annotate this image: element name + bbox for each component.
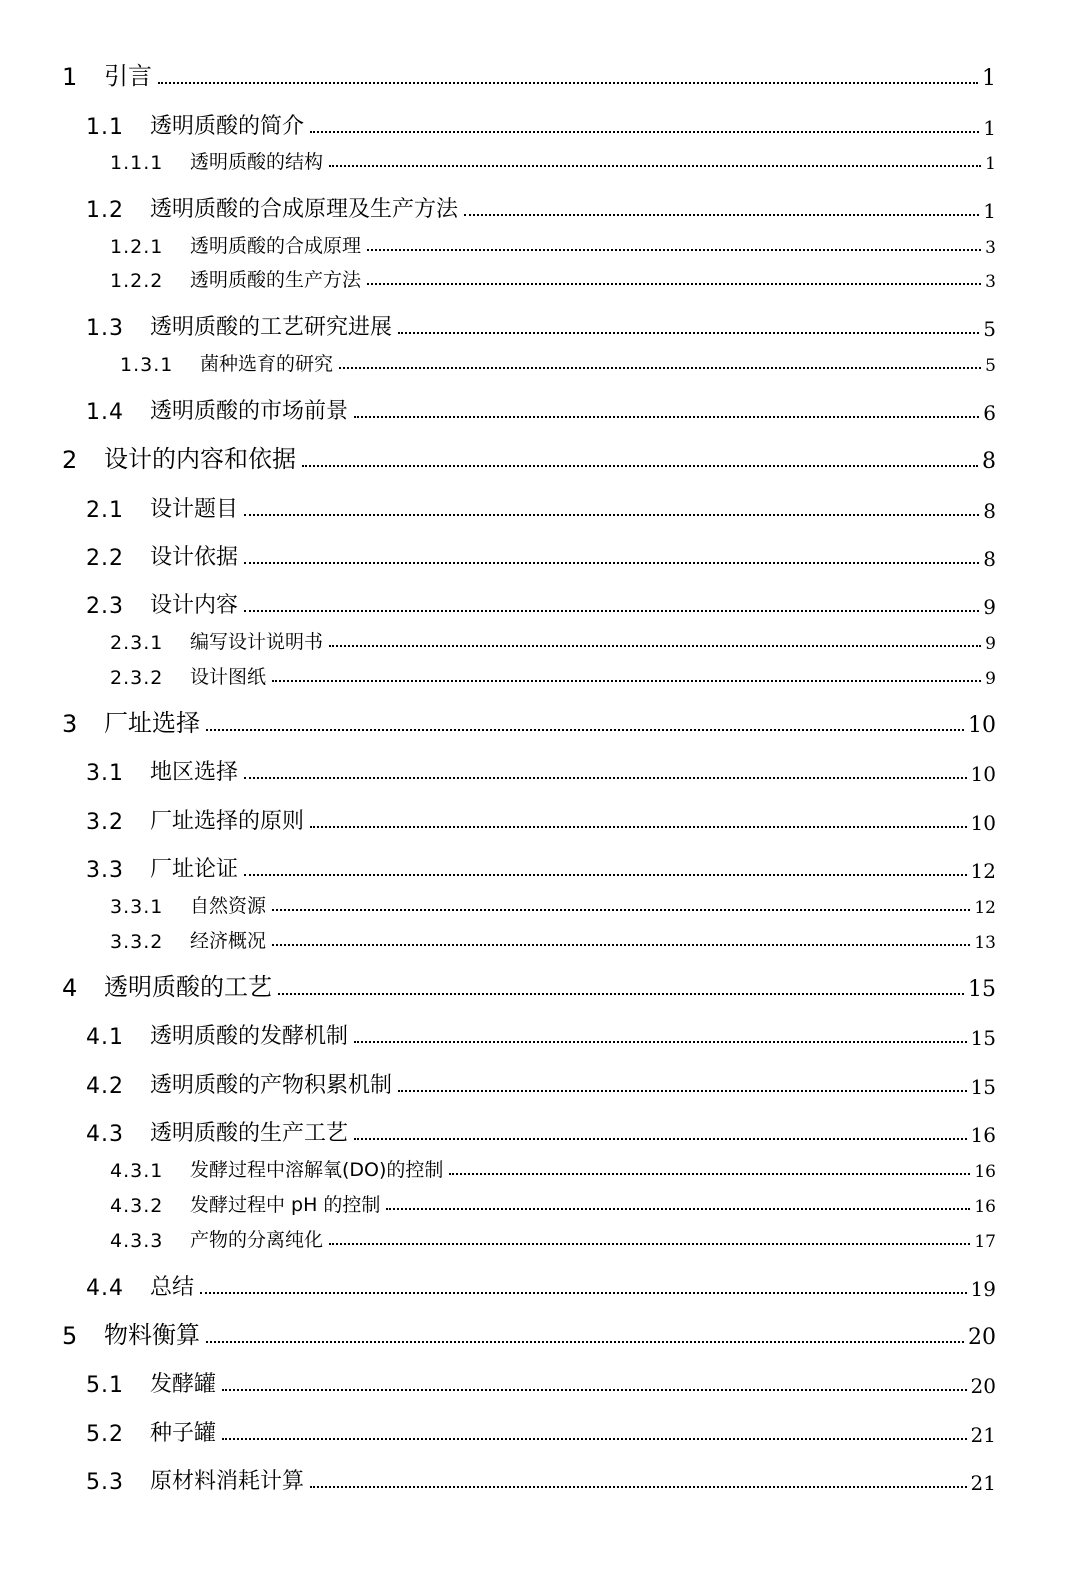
toc-entry-3-3[interactable] — [86, 849, 996, 883]
toc-number: 1.3.1 — [120, 354, 174, 376]
dot-leader — [244, 610, 979, 612]
toc-entry-2-3[interactable] — [86, 585, 996, 619]
dot-leader — [354, 1138, 967, 1140]
toc-title: 编写设计说明书 — [190, 631, 324, 653]
toc-page-number: 8 — [982, 449, 996, 474]
toc-number: 4.1 — [86, 1025, 124, 1050]
toc-number: 5 — [62, 1322, 79, 1350]
toc-page-number: 16 — [970, 1123, 996, 1147]
toc-page-number: 19 — [970, 1277, 996, 1301]
toc-title: 设计的内容和依据 — [104, 445, 296, 473]
toc-title: 种子罐 — [150, 1421, 217, 1446]
toc-title: 经济概况 — [190, 930, 267, 952]
toc-title: 透明质酸的简介 — [150, 114, 305, 139]
toc-title: 透明质酸的工艺 — [104, 973, 272, 1001]
toc-number: 3 — [62, 710, 79, 738]
toc-entry-2-2[interactable] — [86, 537, 996, 571]
toc-page-number: 9 — [985, 669, 996, 689]
toc-page-number: 16 — [974, 1197, 996, 1217]
toc-title: 原材料消耗计算 — [150, 1469, 305, 1494]
dot-leader — [329, 165, 981, 167]
toc-number: 4.3.2 — [110, 1195, 164, 1217]
dot-leader — [367, 249, 981, 251]
toc-number: 4 — [62, 974, 79, 1002]
toc-number: 1.1 — [86, 115, 124, 140]
toc-page-number: 15 — [970, 1075, 996, 1099]
toc-entry-3-1[interactable] — [86, 752, 996, 786]
toc-number: 1.2.1 — [110, 236, 164, 258]
toc-entry-2-3-1[interactable] — [110, 620, 996, 654]
dot-leader — [449, 1173, 970, 1175]
dot-leader — [329, 645, 981, 647]
toc-title: 设计依据 — [150, 545, 239, 570]
toc-page-number: 15 — [968, 977, 996, 1002]
toc-number: 3.3 — [86, 858, 124, 883]
toc-entry-1-2-1[interactable] — [110, 224, 996, 258]
toc-title: 总结 — [150, 1275, 195, 1300]
toc-number: 5.3 — [86, 1470, 124, 1495]
toc-title: 设计图纸 — [190, 666, 267, 688]
toc-page-number: 20 — [968, 1325, 996, 1350]
toc-number: 2.2 — [86, 546, 124, 571]
toc-number: 2.3.1 — [110, 632, 164, 654]
toc-entry-4-3-2[interactable] — [110, 1183, 996, 1217]
toc-number: 1.3 — [86, 316, 124, 341]
toc-title: 透明质酸的生产方法 — [190, 269, 362, 291]
toc-page-number: 5 — [983, 317, 996, 341]
toc-number: 1.2.2 — [110, 270, 164, 292]
toc-title: 发酵罐 — [150, 1372, 217, 1397]
toc-entry-5-2[interactable] — [86, 1413, 996, 1447]
toc-entry-1-2-2[interactable] — [110, 258, 996, 292]
toc-entry-4-1[interactable] — [86, 1016, 996, 1050]
toc-number: 1.2 — [86, 198, 124, 223]
toc-entry-2-3-2[interactable] — [110, 655, 996, 689]
dot-leader — [398, 1090, 967, 1092]
toc-page-number: 20 — [970, 1374, 996, 1398]
toc-page-number: 9 — [983, 595, 996, 619]
toc-number: 4.3.3 — [110, 1230, 164, 1252]
toc-page-number: 5 — [985, 356, 996, 376]
dot-leader — [200, 1292, 967, 1294]
dot-leader — [272, 944, 970, 946]
toc-number: 2 — [62, 446, 79, 474]
toc-entry-5[interactable] — [62, 1316, 996, 1350]
toc-page-number: 1 — [983, 116, 996, 140]
toc-entry-4-4[interactable] — [86, 1267, 996, 1301]
dot-leader — [244, 874, 967, 876]
toc-number: 3.3.1 — [110, 896, 164, 918]
toc-page-number: 21 — [970, 1471, 996, 1495]
dot-leader — [206, 1341, 964, 1343]
toc-page-number: 12 — [974, 898, 996, 918]
toc-entry-3-3-1[interactable] — [110, 884, 996, 918]
toc-entry-5-3[interactable] — [86, 1461, 996, 1495]
toc-entry-5-1[interactable] — [86, 1364, 996, 1398]
dot-leader — [272, 680, 981, 682]
dot-leader — [244, 777, 967, 779]
toc-number: 5.1 — [86, 1373, 124, 1398]
toc-number: 3.3.2 — [110, 931, 164, 953]
toc-entry-4[interactable] — [62, 968, 996, 1002]
dot-leader — [310, 131, 979, 133]
toc-title: 菌种选育的研究 — [200, 353, 334, 375]
toc-number: 4.2 — [86, 1074, 124, 1099]
toc-title: 透明质酸的产物积累机制 — [150, 1073, 393, 1098]
toc-title: 发酵过程中 pH 的控制 — [190, 1194, 381, 1216]
toc-page-number: 6 — [983, 401, 996, 425]
toc-title: 地区选择 — [150, 760, 239, 785]
toc-title: 厂址论证 — [150, 857, 239, 882]
toc-page-number: 15 — [970, 1026, 996, 1050]
toc-entry-4-3-1[interactable] — [110, 1148, 996, 1182]
toc-entry-3[interactable] — [62, 704, 996, 738]
dot-leader — [386, 1208, 970, 1210]
toc-entry-4-2[interactable] — [86, 1065, 996, 1099]
toc-entry-1-4[interactable] — [86, 391, 996, 425]
toc-entry-1-1[interactable] — [86, 106, 996, 140]
toc-page-number: 13 — [974, 933, 996, 953]
dot-leader — [278, 993, 964, 995]
dot-leader — [354, 1041, 967, 1043]
toc-entry-1[interactable] — [62, 57, 996, 91]
dot-leader — [398, 332, 979, 334]
toc-page-number: 3 — [985, 272, 996, 292]
toc-title: 设计题目 — [150, 497, 239, 522]
toc-title: 产物的分离纯化 — [190, 1229, 324, 1251]
toc-title: 透明质酸的发酵机制 — [150, 1024, 349, 1049]
toc-entry-4-3[interactable] — [86, 1113, 996, 1147]
toc-number: 4.4 — [86, 1276, 124, 1301]
toc-number: 4.3 — [86, 1122, 124, 1147]
toc-number: 3.2 — [86, 810, 124, 835]
toc-number: 2.1 — [86, 498, 124, 523]
toc-title: 透明质酸的工艺研究进展 — [150, 315, 393, 340]
toc-title: 厂址选择的原则 — [150, 809, 305, 834]
toc-entry-1-2[interactable] — [86, 189, 996, 223]
dot-leader — [158, 82, 978, 84]
toc-entry-1-1-1[interactable] — [110, 140, 996, 174]
toc-title: 透明质酸的生产工艺 — [150, 1121, 349, 1146]
toc-number: 1.4 — [86, 400, 124, 425]
toc-page-number: 17 — [974, 1232, 996, 1252]
toc-title: 透明质酸的市场前景 — [150, 399, 349, 424]
toc-title: 物料衡算 — [104, 1321, 200, 1349]
dot-leader — [302, 465, 978, 467]
toc-entry-3-2[interactable] — [86, 801, 996, 835]
toc-number: 1 — [62, 63, 79, 91]
dot-leader — [310, 1486, 967, 1488]
toc-number: 4.3.1 — [110, 1160, 164, 1182]
dot-leader — [244, 514, 979, 516]
dot-leader — [272, 909, 970, 911]
dot-leader — [310, 826, 967, 828]
toc-page-number: 1 — [983, 199, 996, 223]
toc-entry-2-1[interactable] — [86, 489, 996, 523]
toc-entry-2[interactable] — [62, 440, 996, 474]
toc-title: 自然资源 — [190, 895, 267, 917]
toc-page-number: 10 — [970, 762, 996, 786]
toc-page-number: 10 — [970, 811, 996, 835]
toc-page-number: 1 — [982, 66, 996, 91]
toc-title: 设计内容 — [150, 593, 239, 618]
toc-page-number: 10 — [968, 713, 996, 738]
toc-number: 3.1 — [86, 761, 124, 786]
dot-leader — [354, 416, 979, 418]
toc-number: 5.2 — [86, 1422, 124, 1447]
toc-title: 透明质酸的合成原理及生产方法 — [150, 197, 459, 222]
toc-title: 厂址选择 — [104, 709, 200, 737]
dot-leader — [367, 283, 981, 285]
toc-entry-4-3-3[interactable] — [110, 1218, 996, 1252]
dot-leader — [222, 1389, 967, 1391]
dot-leader — [329, 1243, 970, 1245]
dot-leader — [339, 367, 981, 369]
toc-number: 2.3 — [86, 594, 124, 619]
toc-page-number: 1 — [985, 154, 996, 174]
toc-title: 引言 — [104, 62, 152, 90]
toc-page-number: 8 — [983, 547, 996, 571]
toc-page-number: 16 — [974, 1162, 996, 1182]
dot-leader — [222, 1438, 967, 1440]
dot-leader — [206, 729, 964, 731]
toc-page-number: 21 — [970, 1423, 996, 1447]
toc-page-number: 9 — [985, 634, 996, 654]
toc-entry-1-3-1[interactable] — [120, 342, 996, 376]
toc-entry-1-3[interactable] — [86, 307, 996, 341]
toc-number: 1.1.1 — [110, 152, 164, 174]
toc-number: 2.3.2 — [110, 667, 164, 689]
toc-title: 透明质酸的合成原理 — [190, 235, 362, 257]
toc-page-number: 3 — [985, 238, 996, 258]
toc-title: 发酵过程中溶解氧(DO)的控制 — [190, 1159, 444, 1181]
toc-page-number: 8 — [983, 499, 996, 523]
toc-page-number: 12 — [970, 859, 996, 883]
toc-title: 透明质酸的结构 — [190, 151, 324, 173]
toc-entry-3-3-2[interactable] — [110, 919, 996, 953]
dot-leader — [464, 214, 979, 216]
dot-leader — [244, 562, 979, 564]
